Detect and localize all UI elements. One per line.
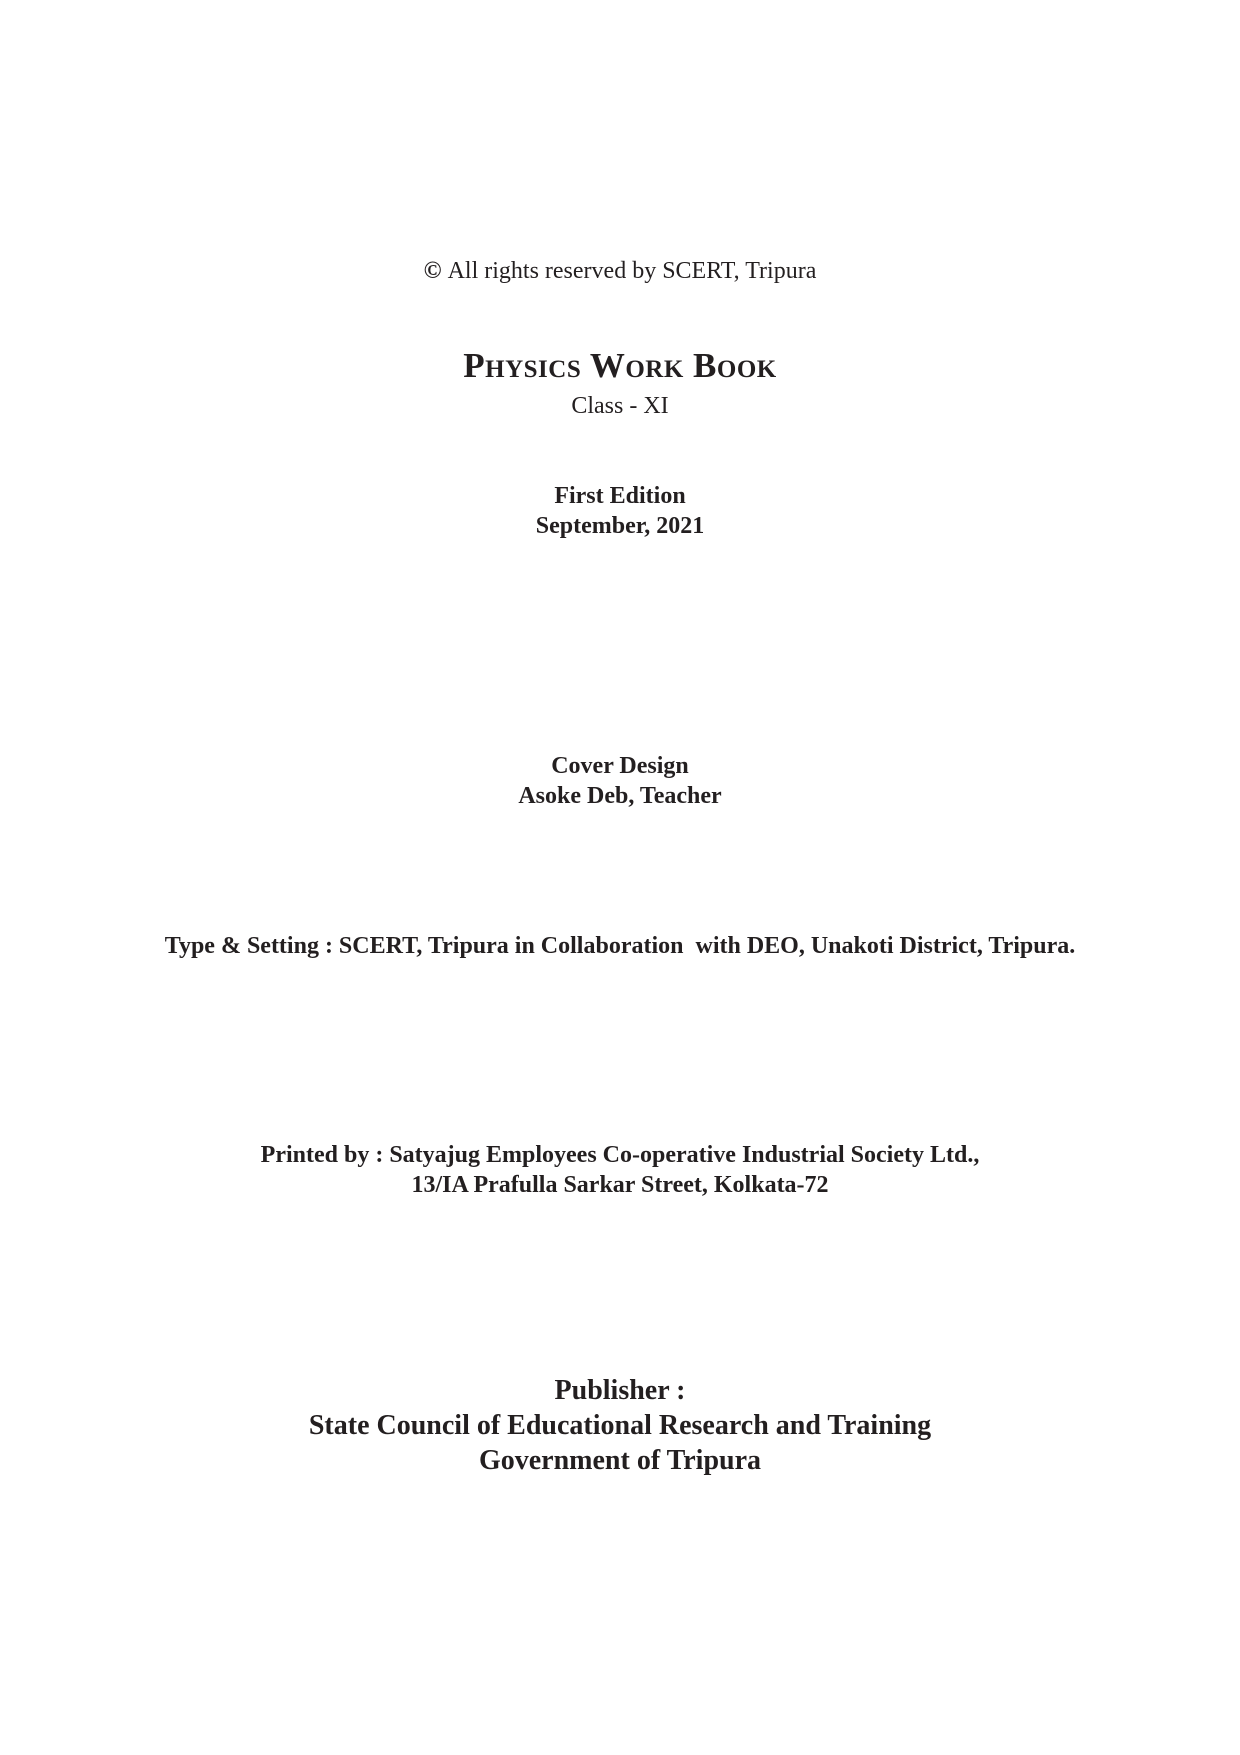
printer-line-2: 13/IA Prafulla Sarkar Street, Kolkata-72: [411, 1172, 829, 1198]
edition-date: September, 2021: [535, 513, 705, 539]
book-title: Physics Work Book: [463, 346, 777, 385]
publisher-government: Government of Tripura: [478, 1445, 762, 1476]
publisher-name: State Council of Educational Research and Training: [308, 1410, 932, 1441]
book-class: Class - XI: [571, 393, 669, 419]
printer-line-1: Printed by : Satyajug Employees Co-operative Industrial Society Ltd.,: [260, 1142, 980, 1168]
copyright-notice: [0, 259, 1240, 283]
cover-designer: Asoke Deb, Teacher: [518, 783, 722, 809]
type-setting-credit: Type & Setting : SCERT, Tripura in Collaboration with DEO, Unakoti District, Tripura.: [164, 933, 1076, 959]
publisher-label: Publisher :: [554, 1375, 686, 1406]
copyright-text: All rights reserved by SCERT, Tripura: [447, 258, 817, 284]
cover-design-label: Cover Design: [551, 753, 689, 779]
copyright-symbol: ©: [423, 258, 442, 284]
edition-name: First Edition: [554, 483, 686, 509]
